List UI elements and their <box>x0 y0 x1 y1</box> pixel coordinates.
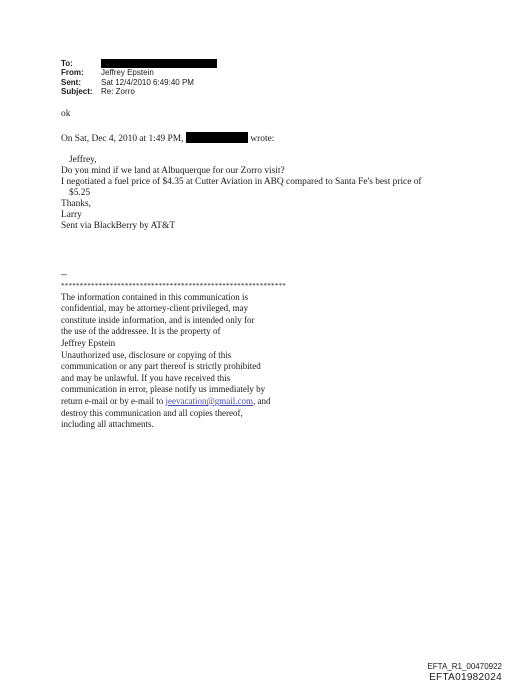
disclaimer-line-5: Jeffrey Epstein <box>61 337 116 348</box>
quote-line-2: I negotiated a fuel price of $4.35 at Cutter Aviation in ABQ compared to Santa Fe's best price of <box>61 177 422 187</box>
disclaimer-line-6: Unauthorized use, disclosure or copying of this <box>61 349 232 360</box>
quote-thanks: Thanks, <box>61 199 91 209</box>
subject-label: Subject: <box>61 86 93 96</box>
quote-greeting: Jeffrey, <box>69 155 97 165</box>
from-value: Jeffrey Epstein <box>101 68 154 78</box>
disclaimer-line-11: destroy this communication and all copies thereof, <box>61 407 243 418</box>
disclaimer-line-7: communication or any part thereof is strictly prohibited <box>61 361 261 372</box>
quote-signature: Sent via BlackBerry by AT&T <box>61 221 176 231</box>
disclaimer-line-12: including all attachments. <box>61 419 154 430</box>
disclaimer-line-2: confidential, may be attorney-client privileged, may <box>61 303 249 314</box>
subject-row <box>61 87 217 96</box>
email-link[interactable]: jeevacation@gmail.com <box>165 395 253 406</box>
from-row <box>61 68 217 77</box>
quote-name: Larry <box>61 210 82 220</box>
quote-intro-prefix: On Sat, Dec 4, 2010 at 1:49 PM, <box>61 134 184 144</box>
to-label: To: <box>61 59 73 68</box>
disclaimer-line-10-prefix: return e-mail or by e-mail to <box>61 395 164 406</box>
from-label: From: <box>61 68 84 78</box>
quoted-message <box>61 155 422 232</box>
sent-label: Sent: <box>61 77 81 87</box>
disclaimer-line-10 <box>61 396 286 408</box>
disclaimer-line-3: constitute inside information, and is intended only for <box>61 314 255 325</box>
footer-id-1: EFTA_R1_00470922 <box>427 662 502 671</box>
quote-intro-suffix: wrote: <box>250 134 275 144</box>
quote-line-1: Do you mind if we land at Albuquerque for our Zorro visit? <box>61 166 285 176</box>
reply-text: ok <box>61 109 71 119</box>
redacted-sender <box>186 132 248 143</box>
sent-row <box>61 78 217 87</box>
disclaimer-dashes: -- <box>61 269 67 279</box>
quote-intro <box>61 132 274 145</box>
disclaimer-line-4: the use of the addressee. It is the property of <box>61 326 221 337</box>
disclaimer-line-1: The information contained in this communication is <box>61 291 248 302</box>
disclaimer-stars: ************************************************************ <box>61 281 286 290</box>
footer-id-2: EFTA01982024 <box>429 672 502 683</box>
quote-line-3: $5.25 <box>69 188 91 198</box>
disclaimer-line-10-suffix: , and <box>252 395 271 406</box>
subject-value: Re: Zorro <box>101 86 135 96</box>
sent-value: Sat 12/4/2010 6:49:40 PM <box>101 77 194 87</box>
footer-ids <box>427 662 502 684</box>
disclaimer <box>61 269 286 431</box>
email-header <box>61 59 217 96</box>
disclaimer-line-8: and may be unlawful. If you have received this <box>61 372 231 383</box>
to-row <box>61 59 217 68</box>
redacted-recipient <box>101 59 217 68</box>
disclaimer-line-9: communication in error, please notify us immediately by <box>61 384 266 395</box>
